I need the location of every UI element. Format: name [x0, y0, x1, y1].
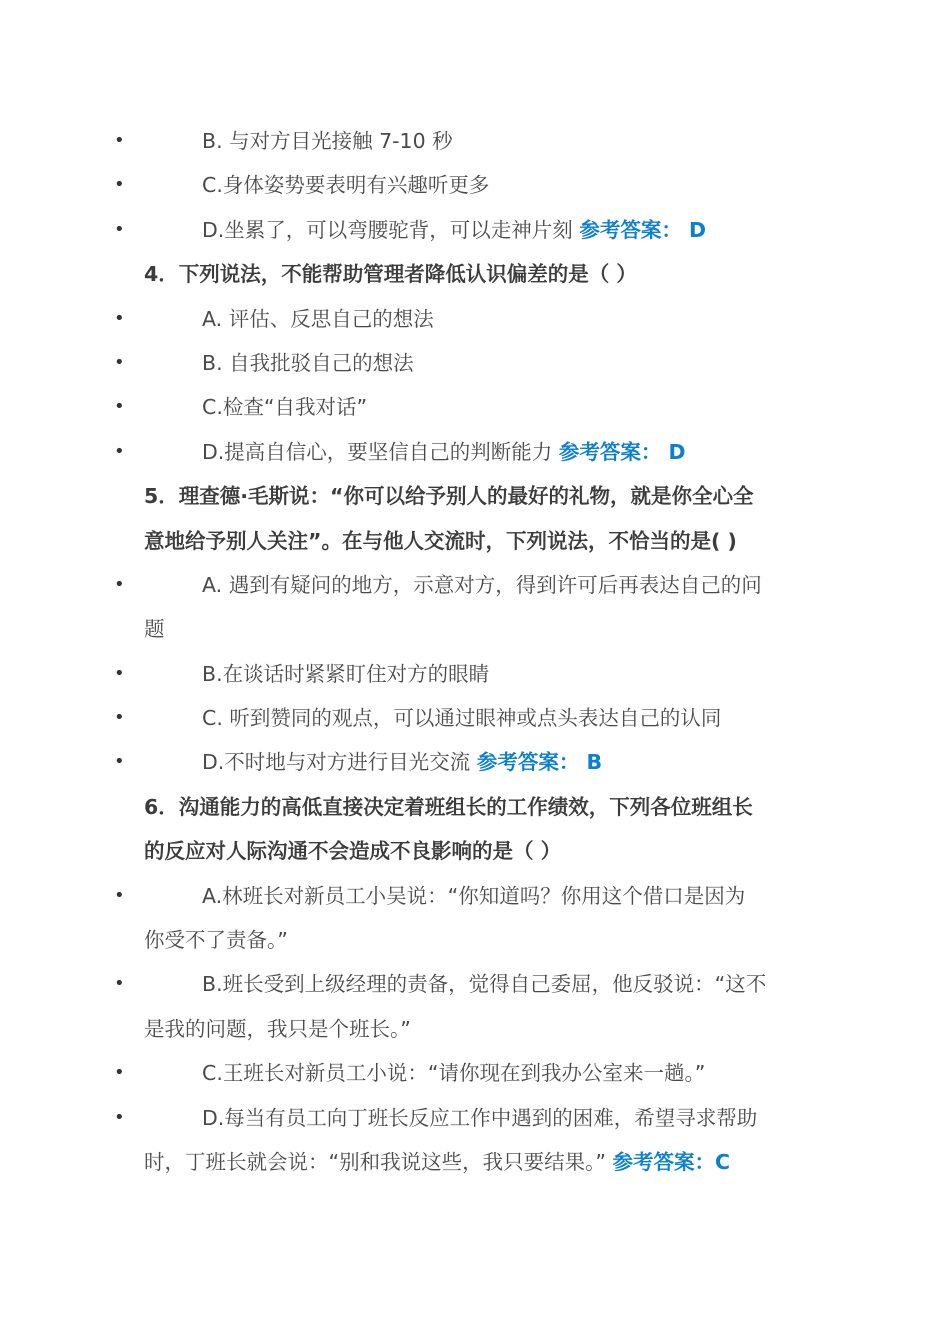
reference-answer: 参考答案： D [579, 217, 706, 242]
option-text: B.班长受到上级经理的责备，觉得自己委屈，他反驳说：“这不 [202, 972, 767, 997]
option-text: A.林班长对新员工小吴说：“你知道吗？你用这个借口是因为 [202, 883, 746, 908]
option-line [0, 341, 950, 385]
option-line [0, 1051, 950, 1095]
bullet-icon: • [114, 307, 125, 329]
question-text: 6．沟通能力的高低直接决定着班组长的工作绩效，下列各位班组长 [144, 794, 753, 819]
bullet-icon: • [114, 130, 125, 151]
question-line [0, 829, 950, 873]
option-text: C.检查“自我对话” [202, 395, 368, 420]
continuation-line [0, 1007, 950, 1051]
option-line [0, 385, 950, 429]
option-line [0, 297, 950, 341]
option-text: 时，丁班长就会说：“别和我说这些，我只要结果。” [144, 1149, 613, 1174]
bullet-icon: • [114, 707, 125, 729]
option-text: D.提高自信心，要坚信自己的判断能力 [202, 439, 559, 464]
bullet-icon: • [114, 218, 125, 240]
option-line [0, 208, 950, 252]
bullet-icon: • [114, 973, 125, 995]
option-line [0, 962, 950, 1006]
option-text: B. 与对方目光接触 7-10 秒 [202, 129, 453, 153]
question-text: 5．理查德·毛斯说：“你可以给予别人的最好的礼物，就是你全心全 [144, 484, 754, 509]
option-text: B.在谈话时紧紧盯住对方的眼睛 [202, 661, 490, 686]
option-text: C. 听到赞同的观点，可以通过眼神或点头表达自己的认同 [202, 706, 722, 731]
question-text: 的反应对人际沟通不会造成不良影响的是（ ） [144, 839, 562, 864]
document-page [0, 119, 950, 1184]
option-text: B. 自我批驳自己的想法 [202, 350, 414, 375]
option-text: D.不时地与对方进行目光交流 [202, 750, 477, 775]
option-line [0, 740, 950, 784]
option-line [0, 563, 950, 607]
question-text: 意地给予别人关注”。在与他人交流时，下列说法，不恰当的是( ) [144, 528, 737, 553]
option-line [0, 430, 950, 474]
bullet-icon: • [114, 440, 125, 462]
option-line [0, 1096, 950, 1140]
bullet-icon: • [114, 573, 125, 595]
bullet-icon: • [114, 1106, 125, 1128]
bullet-icon: • [114, 174, 125, 196]
continuation-line [0, 918, 950, 962]
option-line [0, 119, 950, 163]
question-line [0, 519, 950, 563]
question-line [0, 252, 950, 296]
bullet-icon: • [114, 1062, 125, 1084]
bullet-icon: • [114, 884, 125, 906]
option-text: A. 遇到有疑问的地方，示意对方，得到许可后再表达自己的问 [202, 572, 762, 597]
question-line [0, 785, 950, 829]
bullet-icon: • [114, 396, 125, 418]
option-text: 题 [144, 617, 165, 642]
bullet-icon: • [114, 662, 125, 684]
question-line [0, 474, 950, 518]
option-line [0, 696, 950, 740]
option-text: C.王班长对新员工小说：“请你现在到我办公室来一趟。” [202, 1061, 706, 1086]
question-text: 4．下列说法，不能帮助管理者降低认识偏差的是（ ） [144, 262, 637, 287]
reference-answer: 参考答案： B [476, 750, 603, 775]
continuation-line [0, 1140, 950, 1184]
option-text: A. 评估、反思自己的想法 [202, 306, 434, 331]
option-text: D.坐累了，可以弯腰驼背，可以走神片刻 [202, 217, 580, 242]
option-line [0, 163, 950, 207]
option-text: 你受不了责备。” [144, 928, 288, 953]
option-line [0, 874, 950, 918]
bullet-icon: • [114, 351, 125, 373]
bullet-icon: • [114, 751, 125, 773]
option-text: 是我的问题，我只是个班长。” [144, 1016, 411, 1041]
option-text: C.身体姿势要表明有兴趣听更多 [202, 173, 490, 198]
reference-answer: 参考答案： D [558, 439, 686, 464]
option-text: D.每当有员工向丁班长反应工作中遇到的困难，希望寻求帮助 [202, 1105, 758, 1130]
option-line [0, 652, 950, 696]
continuation-line [0, 607, 950, 651]
reference-answer: 参考答案：C [612, 1149, 731, 1174]
